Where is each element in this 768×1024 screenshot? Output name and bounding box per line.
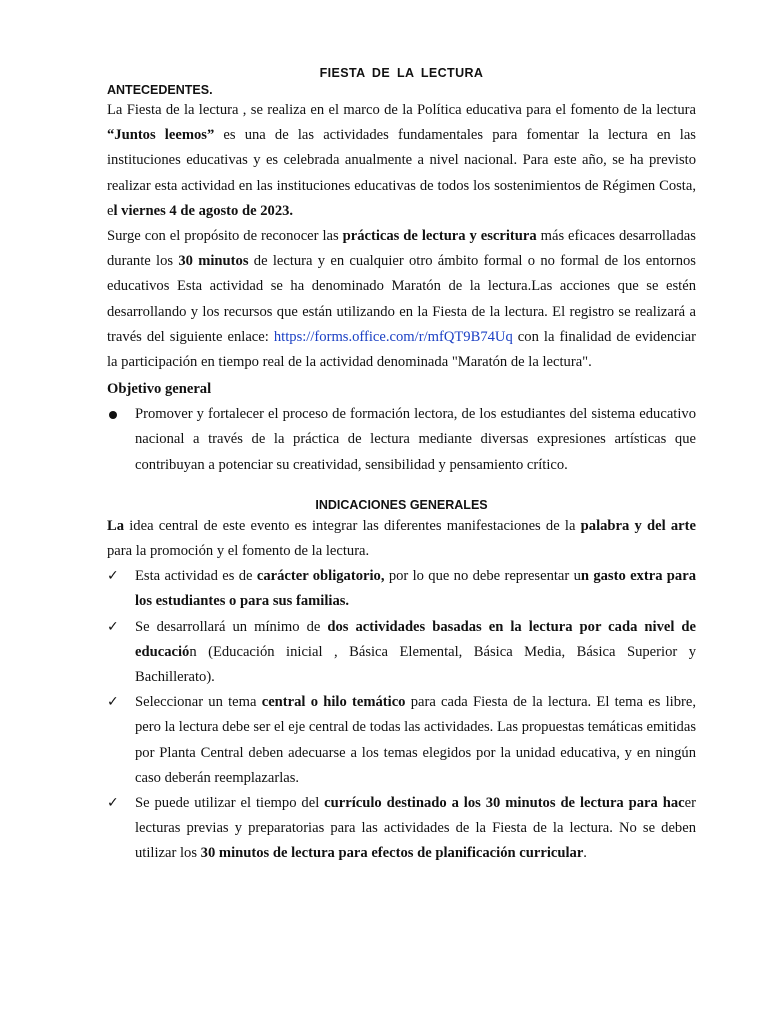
bullet-icon <box>109 411 117 419</box>
indicaciones-intro: La idea central de este evento es integrar las diferentes manifestaciones de la palabra y del arte para la promoción y el fomento de la lectura. <box>107 517 696 560</box>
list-item: ✓ Esta actividad es de carácter obligatorio, por lo que no debe representar un gasto extra para los estudiantes o para sus familias. <box>107 564 696 614</box>
antecedentes-paragraph-1: La Fiesta de la lectura , se realiza en el marco de la Política educativa para el fomento de la lectura “Juntos leemos” es una de las actividades fundamentales para fomentar la lectura en las instituciones educativas y es celebrada anualmente a nivel nacional. Para este año, se ha previsto realizar esta actividad en las instituciones educativas de todos los sostenimientos de Régimen Costa, el viernes 4 de agosto de 2023. <box>107 102 696 219</box>
checkmark-icon: ✓ <box>107 618 119 635</box>
antecedentes-paragraph-2: Surge con el propósito de reconocer las prácticas de lectura y escritura más eficaces desarrolladas durante los 30 minutos de lectura y en cualquier otro ámbito formal o no formal de los entornos educativos Esta actividad se ha denominado Maratón de la lectura.Las acciones que se estén desarrollando y los recursos que están utilizando en la Fiesta de la lectura. El registro se realizará a través del siguiente enlace: https://forms.office.com/r/mfQT9B74Uq con la finalidad de evidenciar la participación en tiempo real de la actividad denominada "Maratón de la lectura". <box>107 228 696 371</box>
list-item: ✓ Se desarrollará un mínimo de dos actividades basadas en la lectura por cada nivel de educación (Educación inicial , Básica Elemental, Básica Media, Básica Superior y Bachillerato). <box>107 615 696 691</box>
checkmark-icon: ✓ <box>107 795 119 812</box>
registration-link[interactable]: https://forms.office.com/r/mfQT9B74Uq <box>273 328 513 345</box>
indicaciones-list <box>107 564 696 866</box>
objetivo-list <box>107 402 696 478</box>
objetivo-heading: Objetivo general <box>107 381 212 398</box>
indicaciones-heading: INDICACIONES GENERALES <box>315 497 488 512</box>
checkmark-icon: ✓ <box>107 568 119 585</box>
document-title: FIESTA DE LA LECTURA <box>319 66 484 80</box>
antecedentes-heading: ANTECEDENTES. <box>107 83 213 97</box>
list-item: Promover y fortalecer el proceso de formación lectora, de los estudiantes del sistema educativo nacional a través de la práctica de lectura mediante diversas expresiones artísticas que contribuyan a potenciar su creatividad, sensibilidad y pensamiento crítico. <box>107 402 696 478</box>
list-item: ✓ Seleccionar un tema central o hilo temático para cada Fiesta de la lectura. El tema es libre, pero la lectura debe ser el eje central de todas las actividades. Las propuestas temáticas emitidas por Planta Central deben adecuarse a los temas elegidos por la unidad educativa, y en ningún caso deberán reemplazarlas. <box>107 690 696 791</box>
list-item: ✓ Se puede utilizar el tiempo del currículo destinado a los 30 minutos de lectura para hacer lecturas previas y preparatorias para las actividades de la Fiesta de la lectura. No se deben utilizar los 30 minutos de lectura para efectos de planificación curricular. <box>107 791 696 867</box>
checkmark-icon: ✓ <box>107 694 119 711</box>
